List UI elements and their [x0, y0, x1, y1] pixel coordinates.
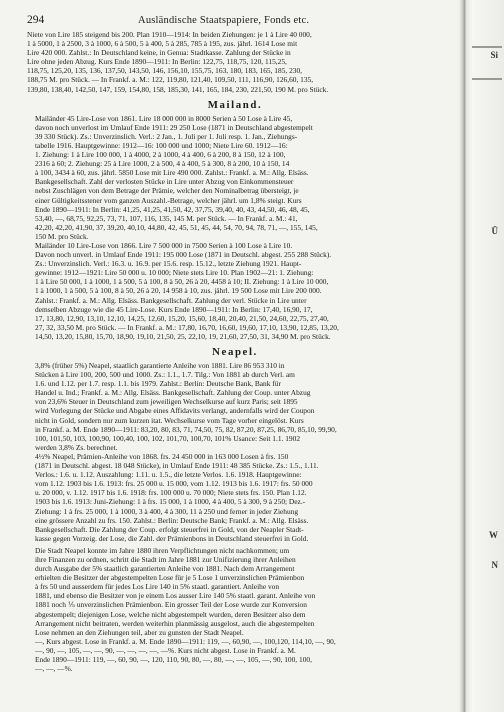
text-line: —, 90, —, 105, —, —, 90, —, —, —, —, —%. Kurs nicht abgest. Lose in Frankf. a. M.: [35, 645, 296, 655]
section-heading-neapel: Neapel.: [212, 346, 258, 358]
text-line: Niete von Lire 185 steigend bis 200. Plan 1910—1914: In beiden Ziehungen: je 1 à Lire 40 000,: [27, 30, 312, 39]
text-line: Zs.: Unverzinslich. Verl.: 16.3. u. 16.9. per 15.6. resp. 15.12., letzte Ziehung 1921. Haupt-: [35, 259, 302, 269]
text-line: Lose nehmen an den Ziehungen teil, aber zu gunsten der Stadt Neapel.: [35, 627, 244, 637]
facing-page-edge: [466, 0, 504, 712]
text-line: 100, 101,50, 103, 100,90, 100,40, 100, 102, 101,70, 100,70, 101% Usance: Seit 1.1. 1902: [35, 433, 301, 443]
text-line: gewinne: 1912—1921: Lire 50 000 u. 10 000; Niete stets Lire 10. Plan 1902—21: 1. Ziehung:: [35, 268, 314, 278]
text-line: 188,75 M. pro Stück. — In Frankf. a. M.: 122, 119,80, 121,40, 109,50, 111, 116,90, 126,60, 135,: [27, 75, 314, 85]
text-line: 4½% Neapel, Prämien-Anleihe von 1868. frs. 24 450 000 in 163 000 Losen à frs. 150: [35, 451, 289, 461]
neapel-kurs-paragraph: [27, 637, 443, 673]
text-line: 17, 13,80, 12,90, 13,10, 12,10, 14,25, 12,60, 15,20, 15,60, 18,40, 20,40, 21,50, 24,60, 22,75, 27,40,: [35, 313, 329, 323]
text-column: [27, 14, 443, 709]
text-line: 1.6. und 1.12. per 1.7. resp. 1.1. bis 1979. Zahlst.: Berlin: Deutsche Bank, Bank für: [35, 379, 281, 389]
text-line: Zahlst.: Frankf. a. M.: Allg. Elsäss. Bankgesellschaft. Zahlung der verl. Stücke in Lire unter: [35, 295, 307, 305]
divider: [472, 46, 502, 48]
text-line: Verlos.: 1.6. u. 1.12. Auszahlung: 1.11. u. 1.5., die letzte Verlos. 1.6. 1918. Hauptgewinne:: [35, 470, 302, 480]
text-line: 27, 32, 33,50 M. pro Stück. — In Frankf. a. M.: 17,80, 16,70, 16,60, 19,60, 17,10, 13,90, 12,85, 13,20,: [35, 322, 339, 332]
text-line: 1903 bis 1.6. 1913: Juni-Ziehung: 1 à frs. 15 000, 1 à 1000, 4 à 400, 5 à 300, 9 à 250; Dez.-: [35, 497, 306, 507]
text-line: 3,8% (früher 5%) Neapel, staatlich garantierte Anleihe von 1881. Lire 86 953 310 in: [35, 361, 285, 370]
text-line: Mailänder 45 Lire-Lose von 1861. Lire 18 000 000 in 8000 Serien à 50 Lose à Lire 45,: [35, 113, 293, 123]
text-line: Die Stadt Neapel konnte im Jahre 1880 ihren Verpflichtungen nicht nachkommen; um: [35, 545, 290, 555]
text-line: 139,80, 138,40, 142,50, 147, 159, 154,80, 158, 185,30, 141, 165, 184, 230, 221,50, 190 M. pro Stück.: [27, 84, 329, 94]
text-line: davon noch unverlost im Umlauf Ende 1911: 29 250 Lose (1871 in Deutschland abgestempelt: [35, 122, 313, 132]
text-line: einer Gültigkeitsstener vom ganzen Auszahl.-Betrage, welcher jährl. um 1,8% steigt. Kurs: [35, 195, 302, 205]
text-line: Ende 1890—1911: In Berlin: 41,25, 41,25, 41,50, 42, 37,75, 39,40, 40, 43, 44,50, 46, 48, 45,: [35, 204, 310, 214]
divider: [472, 78, 502, 80]
intro-paragraph: [27, 30, 443, 94]
text-line: 14,50, 13,20, 15,80, 15,70, 18,90, 19,10, 21,50, 25, 22,10, 19, 21,60, 27,50, 31, 34,90 M. pro Stück.: [35, 331, 331, 341]
facing-page-fragment: W: [489, 530, 498, 540]
text-line: (1871 in Deutschl. abgest. 18 048 Stücke), in Umlauf Ende 1911: 48 385 Stücke. Zs.: 1.5., 1.11.: [35, 461, 319, 471]
neapel-1868-paragraph: [27, 452, 443, 543]
text-line: eine grössere Anzahl zu frs. 150. Zahlst.: Berlin: Deutsche Bank; Frankf. a. M.: Allg. Elsäss.: [35, 515, 309, 525]
text-line: vom 1.12. 1903 bis 1.6. 1913: frs. 25 000 u. 15 000, vom 1.12. 1913 bis 1.6. 1917: frs. 50 000: [35, 479, 313, 489]
text-line: nebst Zuschlägen von dem Betrage der Prämie, welcher den Nominalbetrag übersteigt, je: [35, 186, 299, 196]
text-line: Mailänder 10 Lire-Lose von 1866. Lire 7 500 000 in 7500 Serien à 100 Lose à Lire 10.: [35, 240, 293, 250]
text-line: abgestempelt; diejenigen Lose, welche nicht abgestempelt wurden, deren Besitzer also dem: [35, 609, 306, 619]
facing-page-fragment: Ü: [491, 226, 498, 236]
text-line: 1 à 1000, 1 à 500, 5 à 100, 8 à 50, 26 à 20, 14 958 à 10, zus. jährl. 19 500 Lose mit Lire 200 000.: [35, 286, 322, 296]
text-line: Stücken à Lire 100, 200, 500 und 1000. Zs.: 1.1., 1.7. Tilg.: Von 1881 ab durch Verl. am: [35, 370, 295, 380]
text-line: 1881, und ebenso die Besitzer von je einem Los ausser Lire 140 5% staatl. garant. Anleihe von: [35, 591, 316, 601]
text-line: Ziehung: 1 à frs. 25 000, 1 à 1000, 3 à 400, 4 à 300, 11 à 250 und ferner in jeder Ziehung: [35, 506, 299, 516]
text-line: 118,75, 125,20, 135, 136, 137,50, 143,50, 146, 156,10, 155,75, 163, 180, 183, 165, 185, 230,: [27, 66, 303, 76]
text-line: 53,40, —, 68,75, 92,25, 73, 71, 107, 116, 135, 145 M. per Stück. — In Frankf. a. M.: 41,: [35, 213, 298, 223]
text-line: 1. Ziehung: 1 à Lire 100 000, 1 à 4000, 2 à 1000, 4 à 400, 6 à 200, 8 à 150, 12 à 100,: [35, 150, 286, 160]
text-line: à frs 50 und ausserdem für jedes Los Lire 140 in 5% staatl. garantiert. Anleihe von: [35, 582, 280, 592]
text-line: Bankgesellschaft. Zahl der verlosten Stücke in Lire unter Abzug von Einkommensteuer: [35, 177, 294, 187]
page-header: [27, 14, 443, 27]
text-line: werden 3,8% Zs. berechnet.: [35, 442, 118, 452]
text-line: u. 20 000, v. 1.12. 1917 bis 1.6. 1918: frs. 100 000 u. 70 000; Niete stets frs. 150. Plan 1.12.: [35, 488, 307, 498]
book-gutter: [459, 0, 466, 712]
facing-page-fragment: N: [491, 560, 498, 570]
mailand-10-lire-paragraph: [27, 241, 443, 341]
text-line: 2316 à 60; 2. Ziehung: 25 à Lire 1000, 2 à 500, 4 à 400, 5 à 300, 8 à 200, 10 à 150, 14: [35, 159, 290, 169]
text-line: —, —, —%.: [35, 664, 73, 674]
text-line: erhielten die Besitzer der abgestempelten Lose für je 5 Lose 1 unverzinslichen Prämienbon: [35, 573, 305, 583]
text-line: Lire 420 000. Zahlst.: In Deutschland keine, in Genua: Stadtkasse. Zahlung der Stücke in: [27, 48, 291, 58]
text-line: 1 à Lire 50 000, 1 à 1000, 1 à 500, 5 à 100, 8 à 50, 26 à 20, 4458 à 10; II. Ziehung: 1 à Lire 10 000,: [35, 277, 329, 287]
text-line: 42,20, 42,20, 41,90, 37, 39,20, 40,10, 44,80, 42, 45, 51, 45, 44, 54, 70, 94, 78, 71, —, 155, 145,: [35, 222, 318, 232]
text-line: Davon noch unverl. in Umlauf Ende 1911: 195 000 Lose (1871 in Deutschl. abgest. 255 288 Stück).: [35, 250, 332, 260]
text-line: durch Ausgabe der 5% staatlich garantierten Anleihe von 1881. Nach dem Arrangement: [35, 564, 295, 574]
text-line: wird Vorlegung der Stücke und Abgabe eines Affidavits verlangt, andernfalls wird der Coupon: [35, 406, 315, 416]
text-line: Lire ohne jeden Abzug. Kurs Ende 1890—1911: In Berlin: 122,75, 118,75, 120, 115,25,: [27, 57, 287, 67]
text-line: demselben Abzuge wie die 45 Lire-Lose. Kurs Ende 1890—1911: In Berlin: 17,40, 16,90, 17,: [35, 304, 313, 314]
facing-page-fragment: Si: [490, 50, 498, 60]
text-line: 1 à 5000, 1 à 2500, 3 à 1000, 6 à 500, 5 à 400, 5 à 285, 785 à 195, zus. jährl. 1614 Lose mit: [27, 39, 298, 49]
text-line: Ende 1890—1911: 119, —, 60, 90, —, 120, 110, 90, 80, —, 80, —, —, 105, —, 90, 100, 100,: [35, 655, 312, 664]
neapel-history-paragraph: [27, 546, 443, 637]
text-line: in Frankf. a. M. Ende 1890—1911: 83,20, 80, 83, 71, 74,50, 75, 82, 87,20, 87,25, 86,70, 85,10, 99,90,: [35, 424, 337, 434]
text-line: 150 M. pro Stück.: [35, 231, 89, 241]
text-line: 1881 noch ⅕ unverzinslichen Prämienbon. Ein grosser Teil der Lose wurde zur Konversion: [35, 600, 307, 610]
text-line: nicht in Gold, sondern nur zum kurzen itat. Wechselkurse vom Tage vorher eingelöst. Kurs: [35, 415, 304, 425]
text-line: ihre Finanzen zu ordnen, schritt die Stadt im Jahre 1881 zur Unifizierung ihrer Anleihen: [35, 554, 296, 564]
page-number: 294: [27, 14, 45, 26]
mailand-45-lire-paragraph: [27, 114, 443, 241]
text-line: Bankgesellschaft. Die Zahlung der Coup. erfolgt steuerfrei in Gold, von der Neapler Stadt-: [35, 524, 304, 534]
neapel-1881-paragraph: [27, 361, 443, 452]
text-line: —, Kurs abgest. Lose in Frankf. a. M. Ende 1890—1911: 119, —, 60,90, —, 100,120, 114,10, —, 90,: [35, 636, 336, 646]
text-line: Handel u. Ind.; Frankf. a. M.: Allg. Elsäss. Bankgesellschaft. Zahlung der Coup. unter Abzug: [35, 388, 311, 398]
section-heading-mailand: Mailand.: [207, 98, 263, 111]
text-line: Arrangement nicht beitraten, werden weiterhin planmässig ausgelost, auch die abgestempelten: [35, 618, 315, 628]
text-line: 39 330 Stück). Zs.: Unverzinslich. Verl.: 2 Jan., 1. Juli per 1. Juli resp. 1. Jan., Ziehungs-: [35, 131, 298, 141]
text-line: à 100, 3434 à 60, zus. jährl. 5850 Lose mit Lire 490 000. Zahlst.: Frankf. a. M.: Allg. Elsäss.: [35, 168, 309, 178]
text-line: tabelle 1916. Hauptgewinne: 1912—16: 100 000 und 1000; Niete Lire 60. 1912—16:: [35, 140, 288, 150]
text-line: kasse gegen Vorzeig. der Lose, die Zahl. der Prämienbons in Deutschland steuerfrei in Gold.: [35, 533, 309, 543]
running-title: Ausländische Staatspapiere, Fonds etc.: [138, 15, 310, 26]
text-line: von 23,6% Steuer in Deutschland zum jeweiligen Wechselkurse auf kurz Paris; seit 1895: [35, 397, 298, 407]
